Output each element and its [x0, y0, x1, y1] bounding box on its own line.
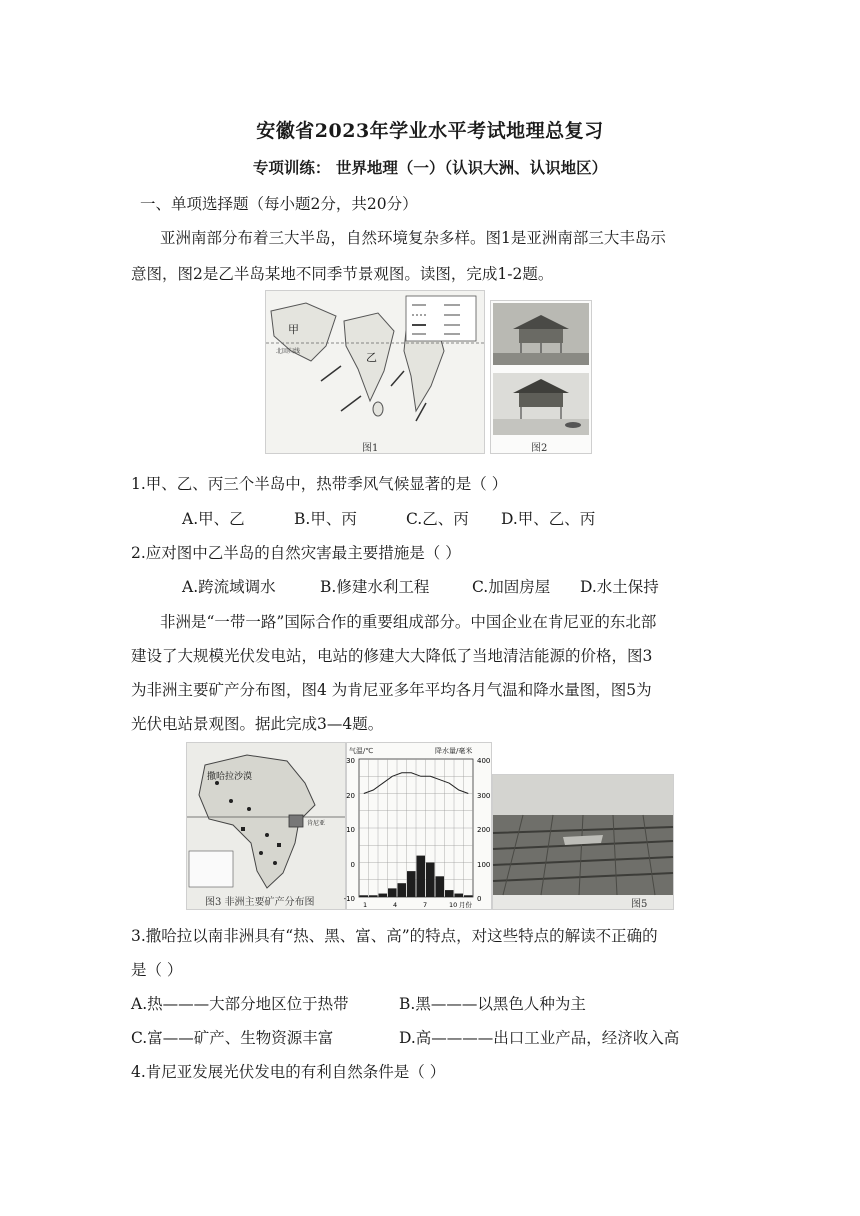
- figure4-left-tick-3: 0: [350, 861, 355, 869]
- passage2-line1: 非洲是“一带一路”国际合作的重要组成部分。中国企业在肯尼亚的东北部: [160, 613, 657, 631]
- figure3-caption: 图3 非洲主要矿产分布图: [205, 897, 315, 908]
- page-subtitle: 专项训练： 世界地理（一）（认识大洲、认识地区）: [252, 158, 608, 177]
- q2-option-a[interactable]: A.跨流域调水: [182, 578, 276, 596]
- section-heading: 一、单项选择题（每小题2分，共20分）: [140, 195, 418, 213]
- figure4-left-tick-0: 30: [346, 757, 355, 765]
- q2-option-d[interactable]: D.水土保持: [580, 578, 659, 596]
- figure4-right-label: 降水量/毫米: [435, 747, 473, 755]
- figure4-x-tick-7: 7: [423, 901, 428, 909]
- q2-option-b[interactable]: B.修建水利工程: [320, 578, 430, 596]
- q3-options-row1: [131, 992, 586, 1014]
- figure4-drawing: [343, 743, 491, 909]
- q4-stem: 4.肯尼亚发展光伏发电的有利自然条件是（ ）: [131, 1063, 446, 1081]
- figure4-right-tick-0: 400: [477, 757, 491, 765]
- q3-stem-line2: 是（ ）: [131, 961, 183, 979]
- passage1-line1: 亚洲南部分布着三大半岛，自然环境复杂多样。图1是亚洲南部三大丰岛示: [160, 229, 666, 247]
- figure4-right-tick-1: 300: [477, 792, 491, 800]
- q1-option-a[interactable]: A.甲、乙: [182, 510, 245, 528]
- figure4-x-tick-10: 10: [449, 901, 458, 909]
- q3-options-row2: [131, 1026, 679, 1048]
- precipitation-bar: [398, 883, 407, 897]
- figure4-left-label: 气温/℃: [349, 747, 374, 755]
- q1-option-c[interactable]: C.乙、丙: [406, 510, 469, 528]
- figure1-label-tropic: 北回归线: [276, 348, 301, 355]
- q2-option-c[interactable]: C.加固房屋: [472, 578, 551, 596]
- passage1-line2: 意图，图2是乙半岛某地不同季节景观图。读图，完成1-2题。: [131, 265, 554, 283]
- q1-option-b[interactable]: B.甲、丙: [294, 510, 357, 528]
- passage2-line2: 建设了大规模光伏发电站，电站的修建大大降低了当地清洁能源的价格，图3: [131, 647, 653, 665]
- q2-stem: 2.应对图中乙半岛的自然灾害最主要措施是（ ）: [131, 544, 461, 562]
- precipitation-bar: [407, 871, 416, 897]
- figure4-x-label: 月份: [459, 901, 472, 909]
- precipitation-bar: [464, 895, 473, 897]
- figure4-left-tick-2: 10: [346, 826, 355, 834]
- passage2-line3: 为非洲主要矿产分布图，图4 为肯尼亚多年平均各月气温和降水量图，图5为: [131, 681, 652, 699]
- q2-options: [182, 575, 659, 597]
- q3-option-a[interactable]: A.热———大部分地区位于热带: [131, 995, 349, 1013]
- passage2-line4: 光伏电站景观图。据此完成3—4题。: [131, 715, 384, 733]
- figure3-map: [186, 742, 346, 910]
- q1-option-d[interactable]: D.甲、乙、丙: [501, 510, 596, 528]
- figure4-right-tick-4: 0: [477, 895, 482, 903]
- precipitation-bar: [445, 890, 454, 897]
- figure2-caption: 图2: [531, 443, 548, 454]
- figure4-x-tick-1: 1: [363, 901, 368, 909]
- precipitation-bar: [360, 895, 369, 897]
- figure5-drawing: [493, 775, 673, 909]
- figure4-left-tick-1: 20: [346, 792, 355, 800]
- precipitation-bar: [426, 863, 435, 898]
- figure5-caption: 图5: [631, 899, 648, 910]
- q1-stem: 1.甲、乙、丙三个半岛中，热带季风气候显著的是（ ）: [131, 475, 508, 493]
- precipitation-bar: [388, 888, 397, 897]
- q3-option-c[interactable]: C.富——矿产、生物资源丰富: [131, 1029, 334, 1047]
- figure2-photos: [490, 300, 592, 454]
- precipitation-bar: [379, 894, 388, 897]
- figure4-grid: [359, 759, 473, 897]
- figure1-label-jia: 甲: [288, 323, 299, 336]
- q3-option-d[interactable]: D.高————出口工业产品，经济收入高: [399, 1029, 680, 1047]
- q3-stem-line1: 3.撒哈拉以南非洲具有“热、黑、富、高”的特点，对这些特点的解读不正确的: [131, 927, 658, 945]
- figure4-right-tick-3: 100: [477, 861, 491, 869]
- q3-option-b[interactable]: B.黑———以黑色人种为主: [399, 995, 586, 1013]
- q1-options: [182, 507, 595, 529]
- figure3-drawing: [187, 743, 345, 909]
- figure5-photo: [492, 774, 674, 910]
- precipitation-bar: [455, 894, 464, 897]
- figure1-map: [265, 290, 485, 454]
- page-title: 安徽省2023年学业水平考试地理总复习: [256, 120, 604, 142]
- figure2-drawing: [491, 301, 591, 453]
- figure4-left-tick-4: -10: [343, 895, 355, 903]
- precipitation-bar: [369, 895, 378, 897]
- precipitation-bar: [417, 856, 426, 897]
- precipitation-bar: [436, 876, 445, 897]
- figure1-label-yi: 乙: [366, 351, 377, 364]
- figure3-label-kenya: 肯尼亚: [307, 820, 326, 827]
- figure3-label-sahara: 撒哈拉沙漠: [207, 772, 253, 782]
- figure1-caption: 图1: [362, 443, 379, 454]
- figure4-right-tick-2: 200: [477, 826, 491, 834]
- figure1-map-drawing: [266, 291, 484, 453]
- figure4-climate-chart: [343, 742, 492, 910]
- figure4-x-tick-4: 4: [393, 901, 398, 909]
